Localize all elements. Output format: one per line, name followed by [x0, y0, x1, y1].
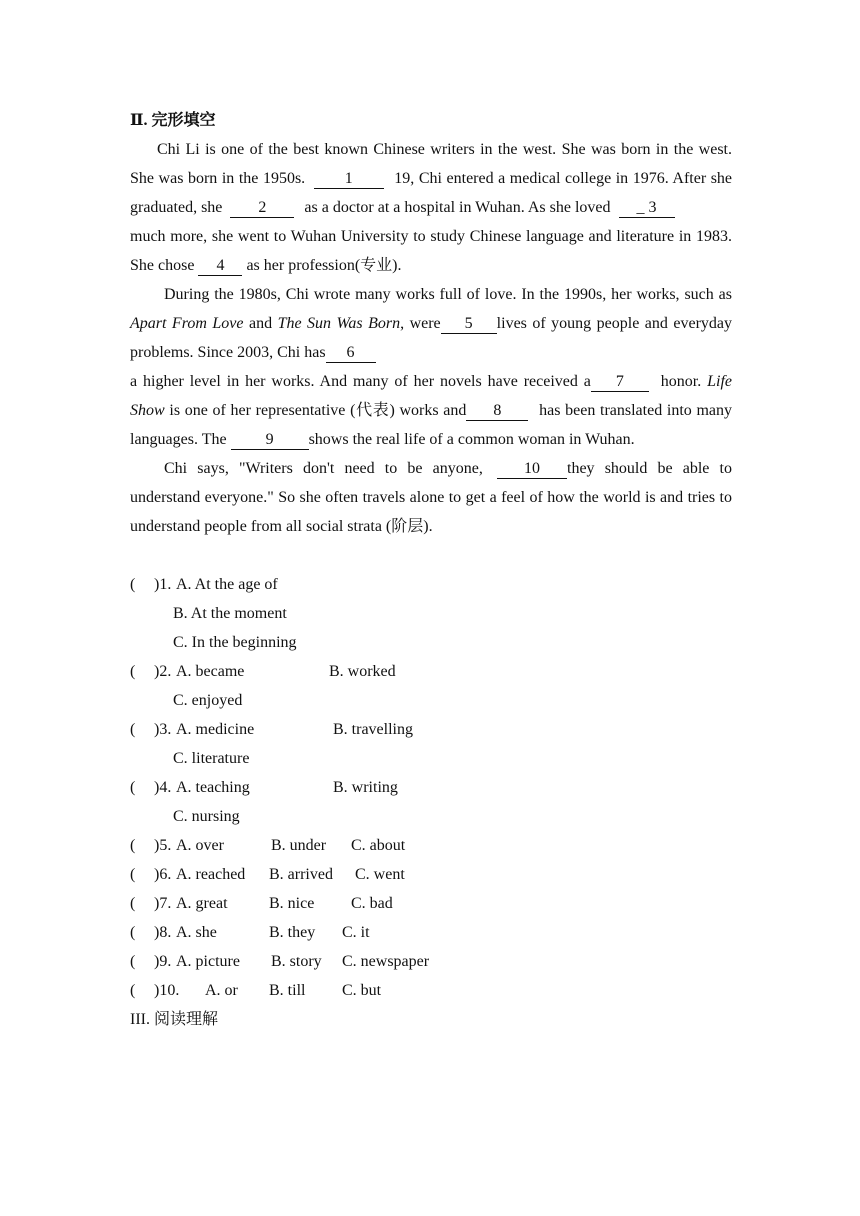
passage-paragraph-1-continued: [130, 222, 732, 280]
question-row: [130, 599, 732, 628]
passage-text: and: [248, 315, 273, 332]
answer-paren: (: [130, 895, 136, 912]
passage-text: lives of young people and everyday problems. Since 2003, Chi has: [130, 315, 733, 361]
question-row: [130, 860, 732, 889]
passage-text: veryone." So she often travels alone to get a feel of how the world is and tries to understand people from all social strata (阶层).: [130, 489, 732, 535]
book-title: The Sun Was Born: [277, 315, 401, 332]
passage-paragraph-1: [130, 135, 732, 222]
question-row: [130, 744, 732, 773]
book-title: Apart From Love: [130, 315, 244, 332]
question-row: [130, 918, 732, 947]
passage-text: much more, she went to Wuhan University to study: [130, 228, 466, 245]
blank-8: 8: [466, 402, 528, 421]
option-c: C. bad: [351, 895, 393, 912]
question-row: [130, 715, 732, 744]
passage-paragraph-2: [130, 280, 732, 367]
option-b: B. worked: [329, 663, 396, 680]
blank-3: _ 3: [619, 199, 675, 218]
option-c: C. newspaper: [342, 953, 430, 970]
option-a: A. reached: [176, 866, 246, 883]
question-row: [130, 976, 732, 1005]
question-number: )5.: [154, 837, 172, 854]
option-c: C. In the beginning: [173, 634, 297, 651]
passage-text: has been translated into many languages. The: [130, 402, 733, 448]
book-title: Life Show: [130, 373, 732, 419]
passage-text: a higher level in her works. And many of her novels have received a: [130, 373, 591, 390]
answer-paren: (: [130, 576, 136, 593]
option-b: B. travelling: [333, 721, 413, 738]
option-c: C. went: [355, 866, 405, 883]
question-row: [130, 773, 732, 802]
passage-text: as her profession(专业).: [246, 257, 402, 274]
answer-paren: (: [130, 663, 136, 680]
passage-text: honor.: [660, 373, 702, 390]
answer-paren: (: [130, 924, 136, 941]
option-b: B. nice: [269, 895, 315, 912]
passage-text: Chinese language and literature in 1983. She chose: [130, 228, 732, 274]
passage-text: shows the real life of a common woman in Wuhan.: [308, 431, 635, 448]
passage-paragraph-2-continued: [130, 367, 732, 454]
question-number: )4.: [154, 779, 172, 796]
question-row: [130, 657, 732, 686]
option-b: B. arrived: [269, 866, 333, 883]
question-number: )2.: [154, 663, 172, 680]
blank-4: 4: [198, 257, 242, 276]
answer-paren: (: [130, 982, 136, 999]
question-row: [130, 889, 732, 918]
option-a: A. medicine: [176, 721, 255, 738]
passage-text: 19, Chi: [394, 170, 442, 187]
option-a: A. At the age of: [176, 576, 278, 593]
passage-text: as a doctor at a hospital in Wuhan. As she loved: [304, 199, 611, 216]
option-b: B. under: [271, 837, 327, 854]
blank-1: 1: [314, 170, 384, 189]
answer-paren: (: [130, 779, 136, 796]
answer-paren: (: [130, 866, 136, 883]
blank-9: 9: [231, 431, 309, 450]
section-3-title: III. 阅读理解: [130, 1011, 218, 1028]
question-row: [130, 802, 732, 831]
blank-6: 6: [326, 344, 376, 363]
question-number: )3.: [154, 721, 172, 738]
option-a: A. she: [176, 924, 217, 941]
option-b: B. At the moment: [173, 605, 287, 622]
option-a: A. picture: [176, 953, 240, 970]
question-row: [130, 947, 732, 976]
question-row: [130, 686, 732, 715]
question-number: )8.: [154, 924, 172, 941]
option-a: A. great: [176, 895, 228, 912]
option-a: A. teaching: [176, 779, 250, 796]
option-c: C. literature: [173, 750, 250, 767]
blank-5: 5: [441, 315, 497, 334]
option-c: C. it: [342, 924, 370, 941]
answer-paren: (: [130, 721, 136, 738]
passage-text: is one of her representative (代表) works and: [169, 402, 467, 419]
section-2-title: Ⅱ. 完形填空: [130, 112, 216, 129]
passage-text: During the 1980s, Chi wrote many works full of love. In the 1990s, her works, such as: [164, 286, 732, 303]
passage-text: Chi says, "Writers don't need to be anyone,: [164, 460, 483, 477]
option-b: B. story: [271, 953, 322, 970]
blank-7: 7: [591, 373, 649, 392]
blank-2: 2: [230, 199, 294, 218]
question-row: [130, 831, 732, 860]
option-c: C. about: [351, 837, 406, 854]
spacer: [130, 541, 732, 570]
question-number: )6.: [154, 866, 172, 883]
passage-text: , were: [400, 315, 441, 332]
answer-paren: (: [130, 953, 136, 970]
question-row: [130, 628, 732, 657]
passage-text: entered a medical college in 1976. After she graduated, she: [130, 170, 733, 216]
option-a: A. over: [176, 837, 224, 854]
option-b: B. they: [269, 924, 316, 941]
question-number: )10.: [154, 982, 180, 999]
question-number: )9.: [154, 953, 172, 970]
option-b: B. writing: [333, 779, 398, 796]
question-number: )1.: [154, 576, 172, 593]
question-list: [130, 570, 732, 1005]
option-b: B. till: [269, 982, 306, 999]
passage-text: Chi Li is one of the best known Chinese writers in the west. She was born in the west. She was born in the 1950s.: [130, 141, 732, 187]
question-number: )7.: [154, 895, 172, 912]
option-c: C. but: [342, 982, 382, 999]
passage-paragraph-3: [130, 454, 732, 541]
passage-text: they should be able to understand e: [130, 460, 732, 506]
option-a: A. or: [205, 982, 238, 999]
option-c: C. enjoyed: [173, 692, 243, 709]
blank-10: 10: [497, 460, 567, 479]
option-a: A. became: [176, 663, 245, 680]
option-c: C. nursing: [173, 808, 240, 825]
question-row: [130, 570, 732, 599]
worksheet-page: [130, 106, 732, 1034]
answer-paren: (: [130, 837, 136, 854]
